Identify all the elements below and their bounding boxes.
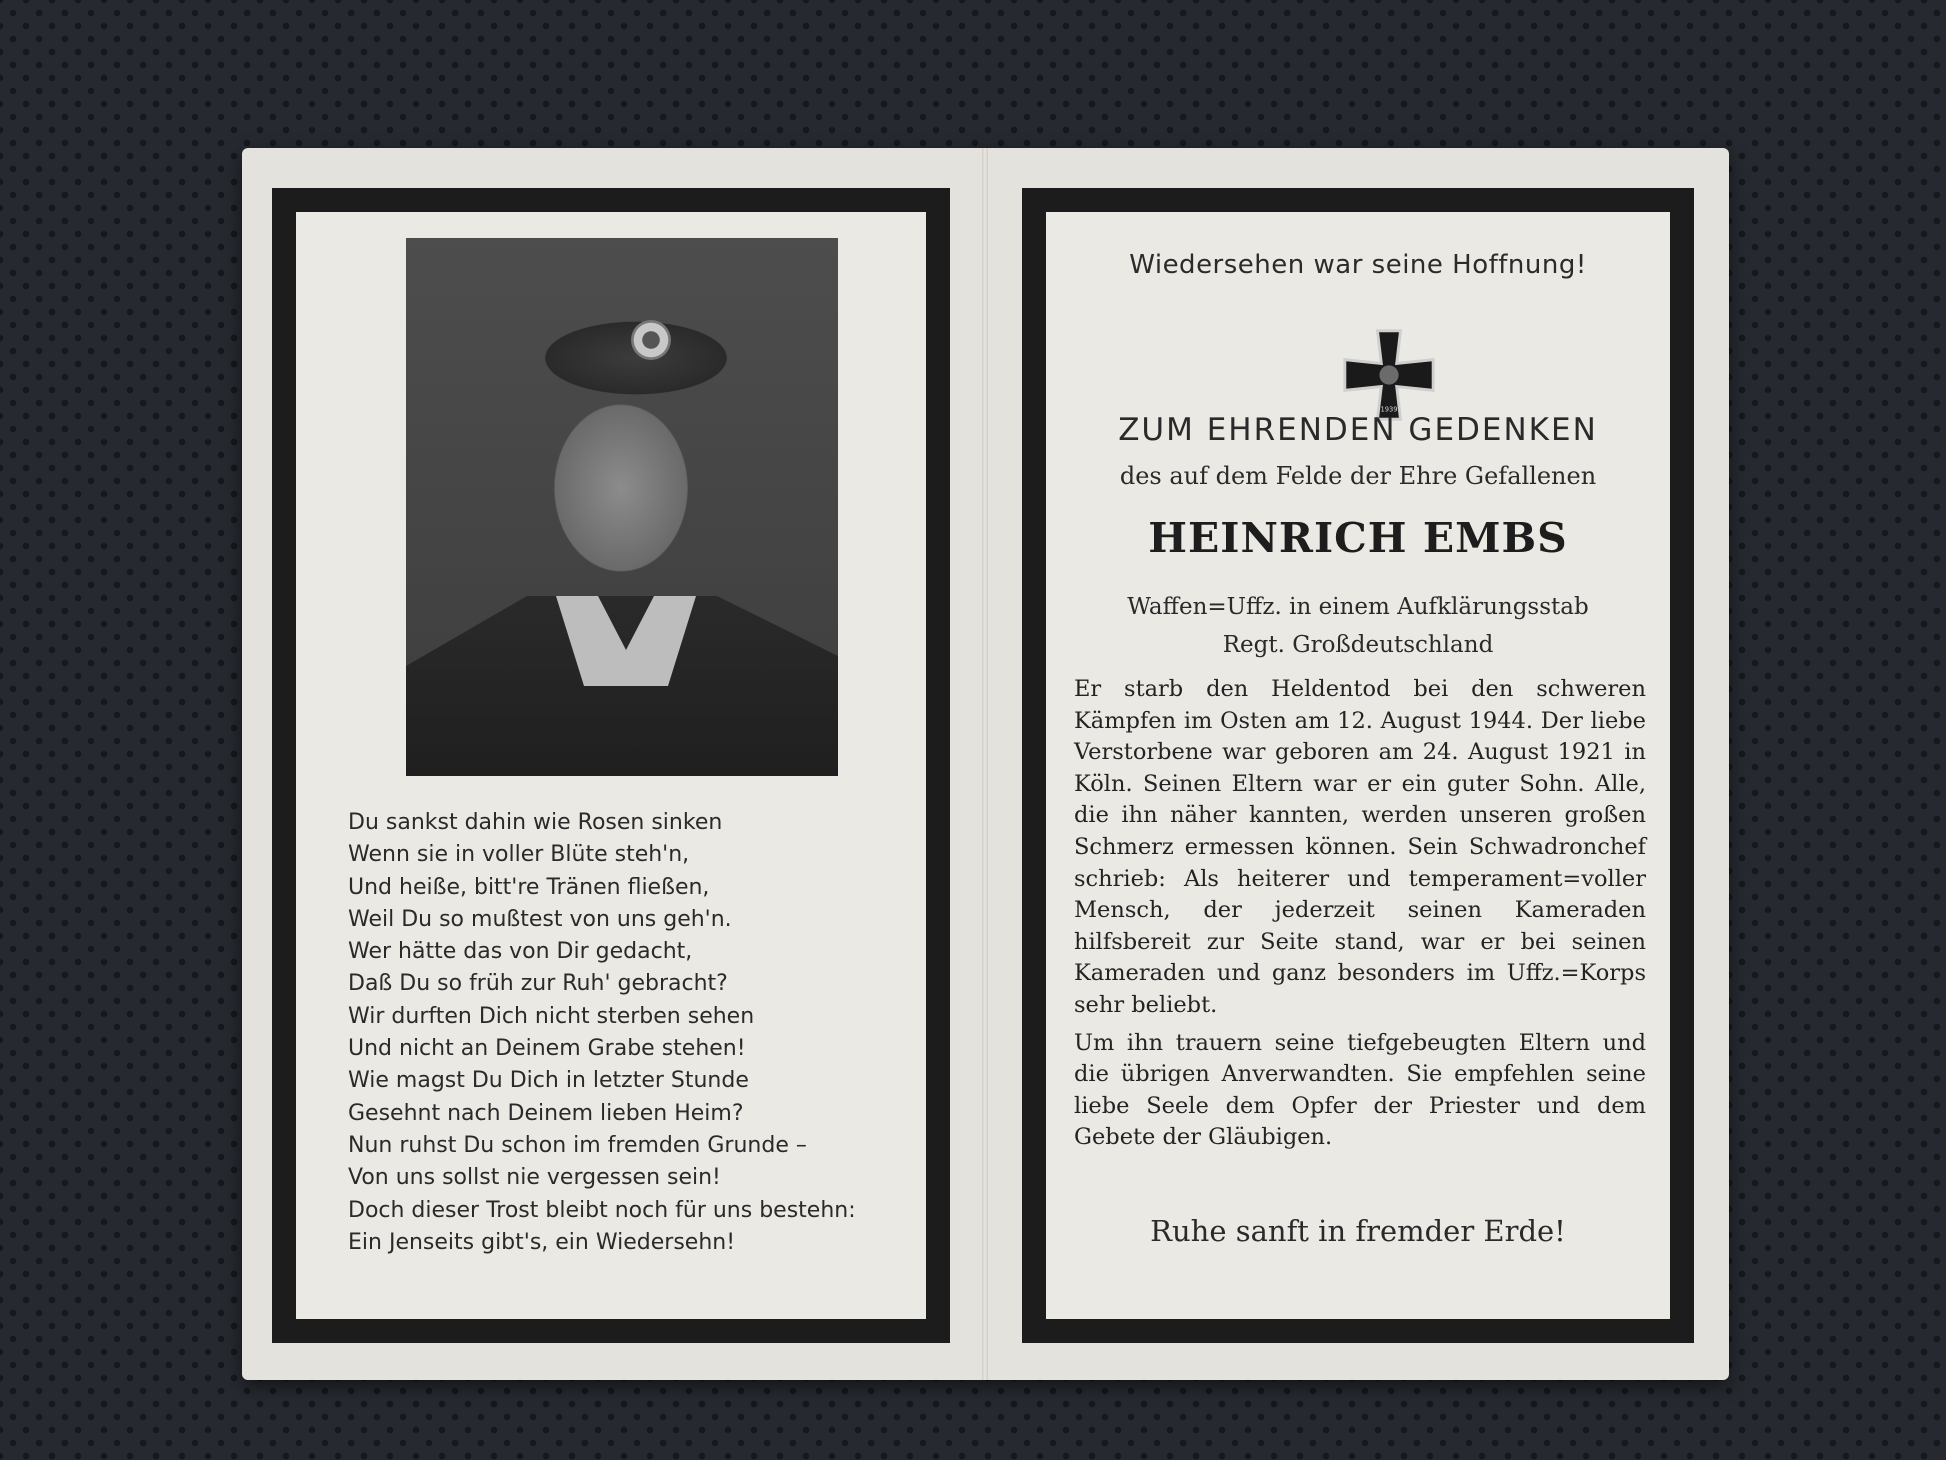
memorial-card [242, 148, 1729, 1380]
card-fold [982, 148, 988, 1380]
rank-line: Waffen=Uffz. in einem Aufklärungsstab [1127, 594, 1589, 620]
poem-line: Wer hätte das von Dir gedacht, [348, 939, 693, 965]
right-panel-inner [1046, 212, 1670, 1319]
poem-line: Wie magst Du Dich in letzter Stunde [348, 1068, 749, 1094]
poem-line: Du sankst dahin wie Rosen sinken [348, 810, 723, 835]
poem-line: Wir durften Dich nicht sterben sehen [348, 1003, 755, 1029]
poem-line: Wenn sie in voller Blüte steh'n, [348, 842, 690, 868]
cross-year: 1939 [1380, 405, 1398, 414]
right-panel [1022, 188, 1694, 1343]
deceased-name: HEINRICH EMBS [1148, 514, 1568, 562]
subheading: des auf dem Felde der Ehre Gefallenen [1119, 462, 1597, 490]
obituary-text [1074, 674, 1646, 1160]
obituary-paragraph: Er starb den Heldentod bei den schweren Kämpfen im Osten am 12. August 1944. Der liebe Verstorbene war geboren am 24. August 1921 in Köln. Seinen Eltern war er ein guter Sohn. Alle, die ihn näher kannten, werden unseren großen Schmerz ermessen können. Sein Schwadronchef schrieb: Als heiterer und temperament=voller Mensch, der jederzeit seinen Kameraden hilfsbereit zur Seite stand, war er bei seinen Kameraden und ganz besonders im Uffz.=Korps sehr beliebt. [1074, 676, 1646, 1018]
iron-cross-icon [1341, 327, 1437, 423]
poem-line: Ein Jenseits gibt's, ein Wiedersehn! [348, 1229, 736, 1255]
heading: ZUM EHRENDEN GEDENKEN [1118, 412, 1598, 448]
unit-line: Regt. Großdeutschland [1222, 632, 1494, 658]
motto: Wiedersehen war seine Hoffnung! [1129, 250, 1587, 280]
poem-line: Nun ruhst Du schon im fremden Grunde – [348, 1132, 807, 1158]
left-panel-inner [296, 212, 926, 1319]
rank-unit [1046, 588, 1670, 664]
obituary-paragraph: Um ihn trauern seine tiefgebeugten Eltern und die übrigen Anverwandten. Sie empfehlen seine liebe Seele dem Opfer der Priester und dem Gebete der Gläubigen. [1074, 1029, 1646, 1151]
poem-line: Von uns sollst nie vergessen sein! [348, 1165, 721, 1191]
poem-line: Daß Du so früh zur Ruh' gebracht? [348, 971, 728, 997]
poem-line: Gesehnt nach Deinem lieben Heim? [348, 1100, 744, 1126]
portrait-photo [406, 238, 838, 776]
poem-line: Und heiße, bitt're Tränen fließen, [348, 874, 710, 900]
closing-line: Ruhe sanft in fremder Erde! [1150, 1214, 1566, 1248]
poem [348, 807, 908, 1259]
cap-badge-icon [631, 320, 671, 360]
poem-line: Und nicht an Deinem Grabe stehen! [348, 1036, 746, 1062]
left-panel [272, 188, 950, 1343]
poem-line: Doch dieser Trost bleibt noch für uns bestehn: [348, 1197, 856, 1223]
poem-line: Weil Du so mußtest von uns geh'n. [348, 906, 732, 932]
